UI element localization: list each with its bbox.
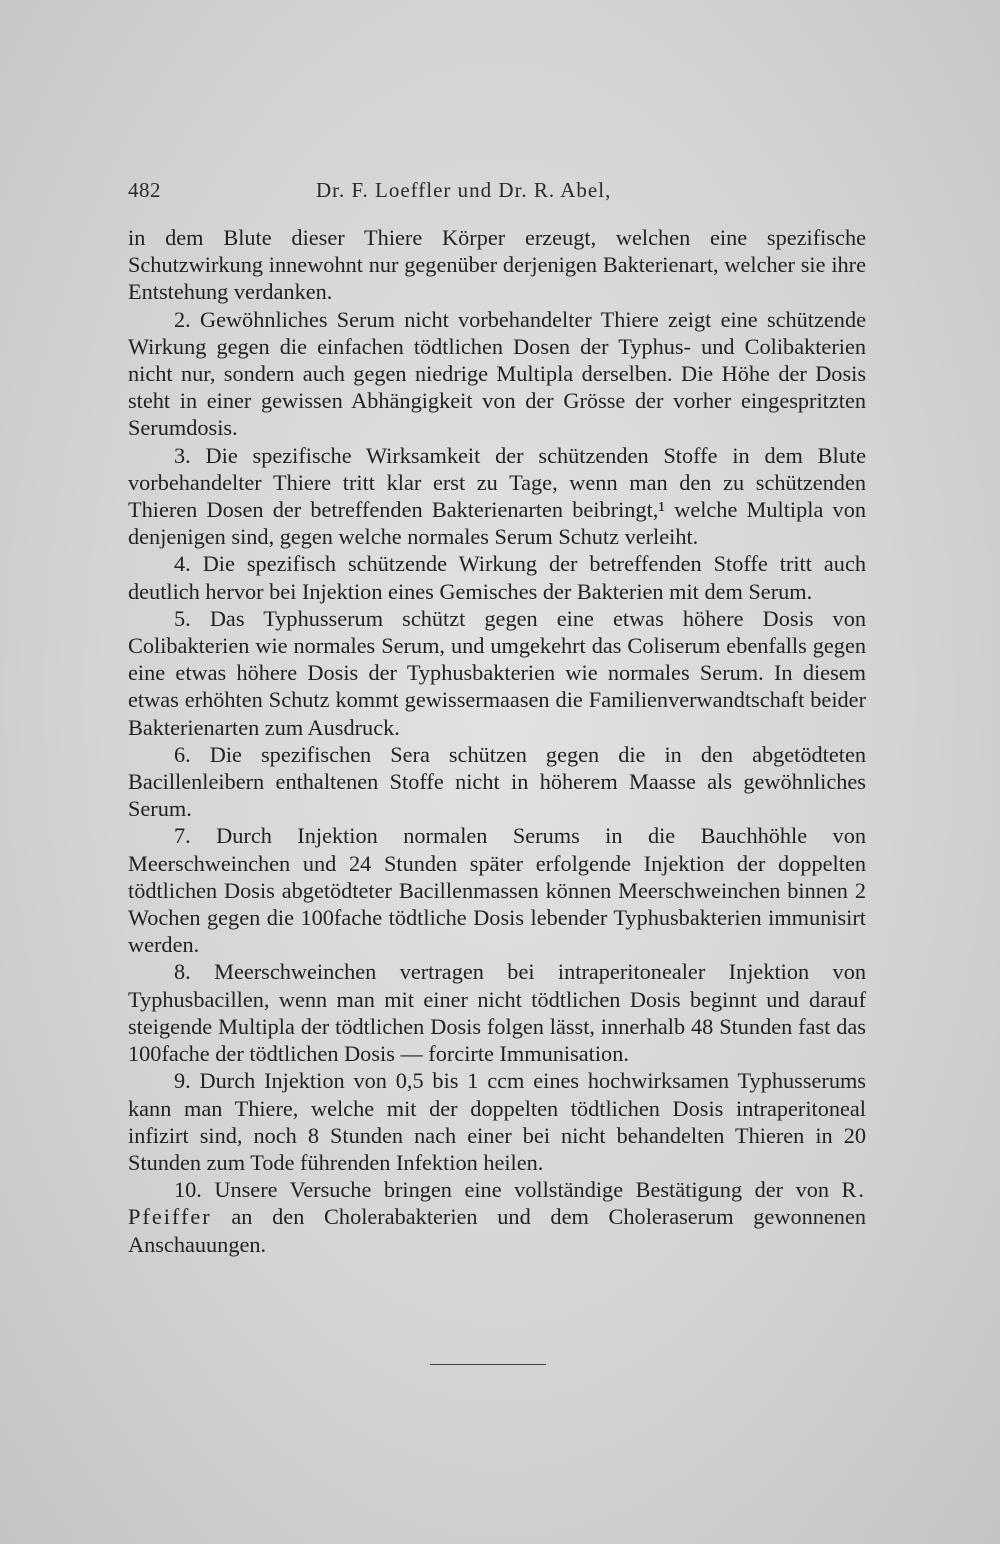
paragraph-continuation: in dem Blute dieser Thiere Körper erzeugt, welchen eine spezifische Schutzwirkung innewohnt nur gegenüber derjenigen Bakterienart, welcher sie ihre Entstehung verdanken. xyxy=(128,225,866,305)
paragraph-point-4: 4. Die spezifisch schützende Wirkung der betreffenden Stoffe tritt auch deutlich hervor bei Injektion eines Gemisches der Bakterien mit dem Serum. xyxy=(128,551,866,604)
paragraph-point-10-lead: 10. Unsere Versuche bringen eine vollständige Bestätigung der von xyxy=(174,1177,842,1203)
running-head: Dr. F. Loeffler und Dr. R. Abel, xyxy=(316,178,612,202)
paragraph-point-9: 9. Durch Injektion von 0,5 bis 1 ccm eines hochwirksamen Typhusserums kann man Thiere, welche mit der doppelten tödtlichen Dosis intraperitoneal infizirt sind, noch 8 Stunden nach einer bei nicht behandelten Thieren in 20 Stunden zum Tode führenden Infektion heilen. xyxy=(128,1068,866,1175)
paragraph-point-6: 6. Die spezifischen Sera schützen gegen die in den abgetödteten Bacillenleibern enthaltenen Stoffe nicht in höherem Maasse als gewöhnliches Serum. xyxy=(128,741,866,822)
paragraph-point-5: 5. Das Typhusserum schützt gegen eine etwas höhere Dosis von Colibakterien wie normales Serum, und umgekehrt das Coliserum ebenfalls gegen eine etwas höhere Dosis der Typhusbakterien wie normales Serum. In diesem etwas erhöhten Schutz kommt gewissermaasen die Familienverwandtschaft beider Bakterienarten zum Ausdruck. xyxy=(128,605,866,740)
paragraph-point-8: 8. Meerschweinchen vertragen bei intraperitonealer Injektion von Typhusbacillen, wenn man mit einer nicht tödtlichen Dosis beginnt und darauf steigende Multipla der tödtlichen Dosis folgen lässt, innerhalb 48 Stunden fast das 100fache der tödtlichen Dosis — forcirte Immunisation. xyxy=(128,959,866,1067)
paragraph-point-7: 7. Durch Injektion normalen Serums in die Bauchhöhle von Meerschweinchen und 24 Stunden später erfolgende Injektion der doppelten tödtlichen Dosis abgetödteter Bacillenmassen können Meerschweinchen binnen 2 Wochen gegen die 100fache tödtliche Dosis lebender Typhusbakterien immunisirt werden. xyxy=(128,823,866,958)
body-text xyxy=(128,224,866,1258)
page-header xyxy=(128,178,864,208)
author-name: R. Pfeiffer xyxy=(128,1177,866,1230)
paragraph-point-10-tail: an den Cholerabakterien und dem Choleraserum gewonnenen Anschauungen. xyxy=(128,1204,866,1257)
paragraph-point-10 xyxy=(128,1176,866,1258)
end-rule xyxy=(430,1364,546,1365)
page-number: 482 xyxy=(128,178,161,202)
paragraph-point-2: 2. Gewöhnliches Serum nicht vorbehandelter Thiere zeigt eine schützende Wirkung gegen die einfachen tödtlichen Dosen der Typhus- und Colibakterien nicht nur, sondern auch gegen niedrige Multipla derselben. Die Höhe der Dosis steht in einer gewissen Abhängigkeit von der Grösse der vorher eingespritzten Serumdosis. xyxy=(128,306,866,441)
paragraph-point-3: 3. Die spezifische Wirksamkeit der schützenden Stoffe in dem Blute vorbehandelter Thiere tritt klar erst zu Tage, wenn man den zu schützenden Thieren Dosen der betreffenden Bakterienarten beibringt,¹ welche Multipla von denjenigen sind, gegen welche normales Serum Schutz verleiht. xyxy=(128,442,866,550)
